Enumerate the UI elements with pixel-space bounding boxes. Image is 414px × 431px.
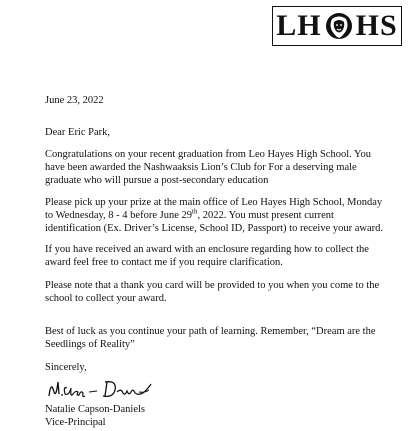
school-logo [272, 6, 402, 46]
letter-salutation: Dear Eric Park, [45, 127, 111, 138]
signer-title: Vice-Principal [45, 417, 106, 428]
paragraph-pickup [45, 196, 390, 236]
pickup-date-suffix: th [192, 207, 198, 216]
handwritten-signature [45, 374, 155, 402]
logo-left-text: LH [276, 9, 322, 42]
lion-head-icon [324, 11, 354, 41]
letter-date: June 23, 2022 [45, 95, 104, 106]
pickup-text-b: , 2022. You must present current identification (Ex. Driver’s License, School ID, Passport) to receive your award. [45, 210, 384, 235]
paragraph-enclosure: If you have received an award with an enclosure regarding how to collect the award feel free to contact me if you require clarification. [45, 244, 369, 269]
letter-closing: Sincerely, [45, 362, 87, 373]
signer-name: Natalie Capson-Daniels [45, 404, 146, 415]
paragraph-thank-you-card: Please note that a thank you card will be provided to you when you come to the school to collect your award. [45, 280, 380, 305]
pickup-text-a: Please pick up your prize at the main office of Leo Hayes High School, Monday to Wednesday, 8 - 4 before June 29 [45, 197, 383, 222]
logo-right-text: HS [355, 9, 398, 42]
paragraph-congratulations: Congratulations on your recent graduation from Leo Hayes High School. You have been awarded the Nashwaaksis Lion’s Club for For a deserving male graduate who will pursue a post-secondary education [45, 149, 372, 187]
paragraph-best-of-luck: Best of luck as you continue your path of learning. Remember, “Dream are the Seedlings of Reality” [45, 326, 376, 351]
